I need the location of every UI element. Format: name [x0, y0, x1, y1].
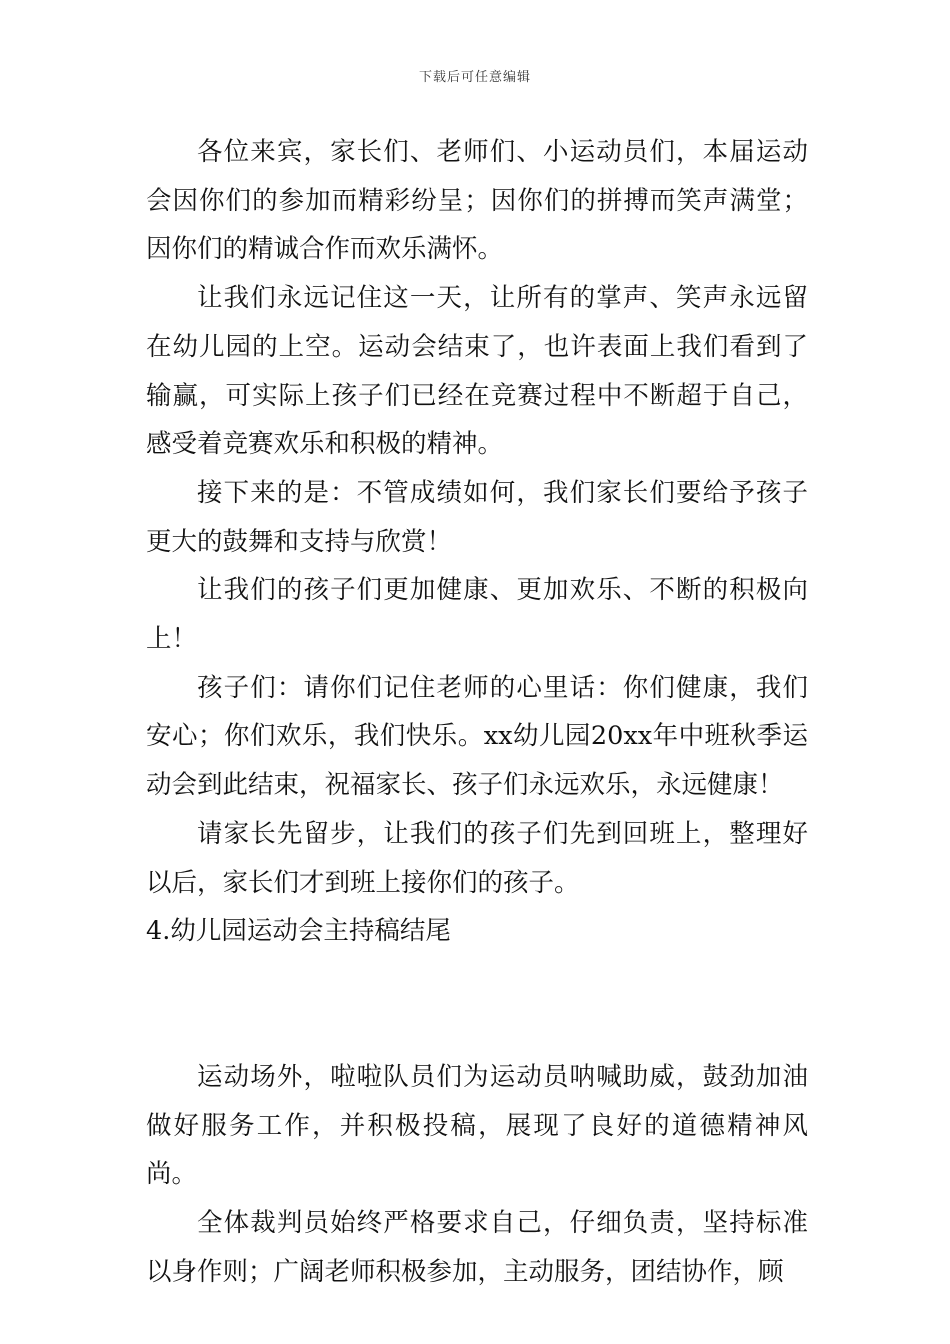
- document-body: [146, 128, 808, 1296]
- paragraph-6: 请家长先留步，让我们的孩子们先到回班上，整理好以后，家长们才到班上接你们的孩子。: [146, 818, 808, 898]
- paragraph-3: 接下来的是：不管成绩如何，我们家长们要给予孩子更大的鼓舞和支持与欣赏！: [146, 477, 808, 557]
- page-header: 下载后可任意编辑: [418, 70, 531, 85]
- paragraph-1: 各位来宾，家长们、老师们、小运动员们，本届运动会因你们的参加而精彩纷呈；因你们的拼搏而笑声满堂；因你们的精诚合作而欢乐满怀。: [146, 137, 808, 265]
- section-paragraph-2: 全体裁判员始终严格要求自己，仔细负责，坚持标准以身作则；广阔老师积极参加，主动服务，团结协作，顾: [146, 1208, 808, 1287]
- paragraph-5: 孩子们：请你们记住老师的心里话：你们健康，我们安心；你们欢乐，我们快乐。xx幼儿园20xx年中班秋季运动会到此结束，祝福家长、孩子们永远欢乐，永远健康！: [146, 672, 808, 801]
- paragraph-2: 让我们永远记住这一天，让所有的掌声、笑声永远留在幼儿园的上空。运动会结束了，也许表面上我们看到了输赢，可实际上孩子们已经在竞赛过程中不断超于自己，感受着竞赛欢乐和积极的精神。: [146, 283, 808, 460]
- paragraph-4: 让我们的孩子们更加健康、更加欢乐、不断的积极向上！: [146, 575, 808, 655]
- section-spacer: [146, 956, 808, 1053]
- section-paragraph-1: 运动场外，啦啦队员们为运动员呐喊助威，鼓劲加油做好服务工作，并积极投稿，展现了良好的道德精神风尚。: [146, 1061, 808, 1190]
- section-heading: 4.幼儿园运动会主持稿结尾: [146, 916, 451, 947]
